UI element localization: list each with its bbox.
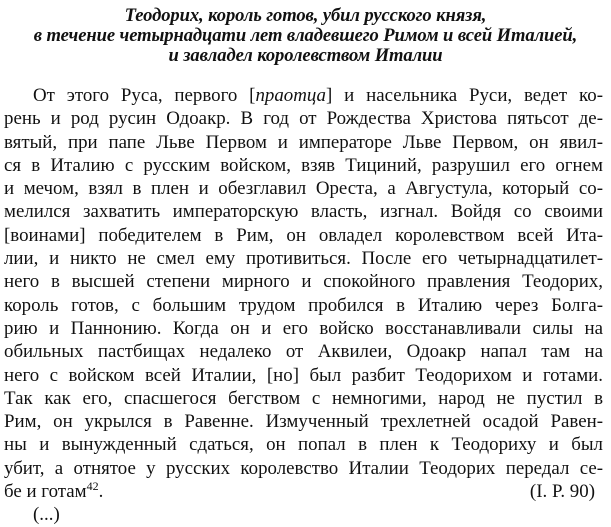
body-line-16: ны и вынужденный сдаться, он попал в плен к Теодориху и был <box>4 434 603 456</box>
body-line-2: рень и род русин Одоакр. В год от Рождества Христова пятьсот де- <box>4 108 603 130</box>
body-line-12: обильных пастбищах недалеко от Аквилеи, Одоакр напал там на <box>4 341 603 363</box>
body-line-3: вятый, при папе Льве Первом и императоре Льве Первом, он явил- <box>4 131 603 153</box>
body-line-18 <box>4 480 603 503</box>
body-line-1 <box>33 84 603 107</box>
body-line-6: мелился захватить императорскую власть, изгнал. Войдя со своими <box>4 201 603 223</box>
body-line-14: Так как его, спасшегося бегством с немногими, народ не пустил в <box>4 387 603 409</box>
heading-line-3: и завладел королевством Италии <box>168 45 443 66</box>
source-citation: (I. P. 90) <box>529 481 595 503</box>
body-line-11: рию и Паннонию. Когда он и его войско восстанавливали силы на <box>4 317 603 339</box>
body-line-10: король готов, с большим трудом пробился в Италию через Болга- <box>4 294 603 316</box>
last-line-period: . <box>98 481 104 503</box>
body-paragraph <box>0 84 611 527</box>
footnote-marker: 42 <box>86 479 99 494</box>
body-line-5: и мечом, взял в плен и обезглавил Ореста, а Августула, который со- <box>4 178 603 200</box>
body-line-4: ся в Италию с русским войском, взяв Тициний, разрушил его огнем <box>4 154 603 176</box>
body-line-1-end: ] и насельника Руси, ведет ко- <box>326 85 603 106</box>
section-heading <box>0 6 611 66</box>
omission-ellipsis: (...) <box>33 504 60 526</box>
last-line-text: бе и готам <box>4 481 87 503</box>
body-line-1-start: От этого Руса, первого [ <box>33 85 256 106</box>
body-line-8: лии, и никто не смел ему противиться. После его четырнадцатилет- <box>4 248 603 270</box>
heading-line-2: в течение четырнадцати лет владевшего Римом и всей Италией, <box>33 25 578 46</box>
heading-line-1: Теодорих, король готов, убил русского князя, <box>124 5 487 26</box>
body-line-9: него в высшей степени мирного и спокойного правления Теодорих, <box>4 271 603 293</box>
body-line-13: него с войском всей Италии, [но] был разбит Теодорихом и готами. <box>4 364 603 386</box>
body-line-7: [воинами] победителем в Рим, он овладел королевством всей Ита- <box>4 224 603 246</box>
italic-word: праотца <box>255 85 326 106</box>
body-line-15: Рим, он укрылся в Равенне. Измученный трехлетней осадой Равен- <box>4 411 603 433</box>
body-line-17: убит, а отнятое у русских королевство Италии Теодорих передал се- <box>4 457 603 479</box>
